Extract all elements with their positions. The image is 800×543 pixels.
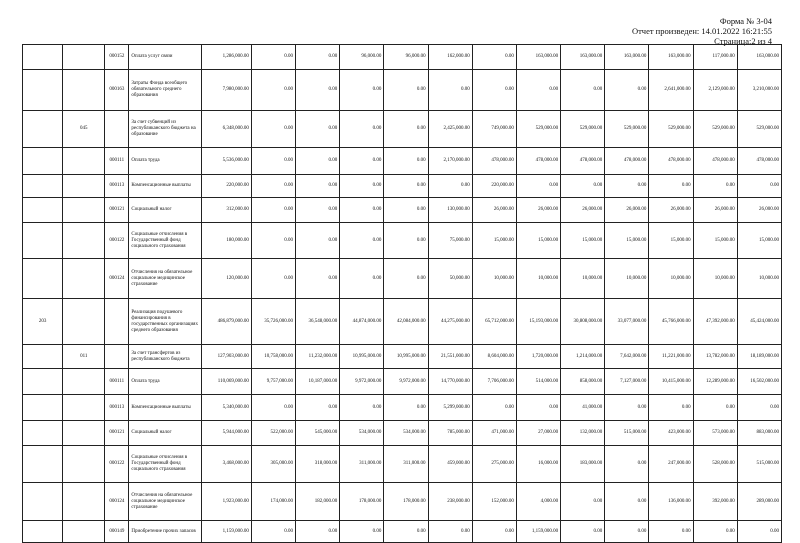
subprogram-code-cell: [63, 175, 105, 198]
table-row: [23, 521, 782, 543]
amount-cell: 130,000.00: [428, 198, 472, 223]
amount-cell: 13,782,000.00: [693, 345, 737, 369]
amount-cell: 26,000.00: [693, 198, 737, 223]
amount-cell: 0.00: [472, 70, 516, 111]
amount-cell: 0.00: [340, 111, 384, 148]
amount-cell: 15,000.00: [693, 223, 737, 259]
amount-cell: 0.00: [384, 223, 428, 259]
amount-cell: 1,286,000.00: [201, 45, 251, 70]
amount-cell: 15,000.00: [472, 223, 516, 259]
amount-cell: 0.00: [340, 198, 384, 223]
amount-cell: 1,720,000.00: [516, 345, 560, 369]
table-row: [23, 45, 782, 70]
program-code-cell: [23, 395, 63, 421]
amount-cell: 96,000.00: [384, 45, 428, 70]
amount-cell: 423,000.00: [649, 421, 693, 446]
amount-cell: 0.00: [251, 111, 295, 148]
amount-cell: 7,642,000.00: [605, 345, 649, 369]
amount-cell: 0.00: [340, 259, 384, 299]
amount-cell: 0.00: [516, 70, 560, 111]
subprogram-code-cell: [63, 483, 105, 521]
amount-cell: 0.00: [737, 395, 781, 421]
amount-cell: 459,000.00: [428, 446, 472, 483]
amount-cell: 1,214,000.00: [561, 345, 605, 369]
program-code-cell: [23, 345, 63, 369]
amount-cell: 0.00: [251, 175, 295, 198]
program-code-cell: [23, 521, 63, 543]
table-row: [23, 111, 782, 148]
program-code-cell: 203: [23, 299, 63, 345]
specifics-code-cell: 000122: [105, 223, 129, 259]
specifics-code-cell: 000111: [105, 148, 129, 175]
amount-cell: 0.00: [516, 395, 560, 421]
amount-cell: 522,000.00: [251, 421, 295, 446]
amount-cell: 183,000.00: [561, 446, 605, 483]
amount-cell: 0.00: [384, 111, 428, 148]
budget-table: [22, 44, 782, 543]
amount-cell: 10,415,000.00: [649, 369, 693, 395]
amount-cell: 0.00: [472, 521, 516, 543]
amount-cell: 0.00: [605, 395, 649, 421]
item-name-cell: Оплата труда: [129, 148, 201, 175]
item-name-cell: Оплата услуг связи: [129, 45, 201, 70]
specifics-code-cell: 000149: [105, 521, 129, 543]
amount-cell: 7,127,000.00: [605, 369, 649, 395]
table-row: [23, 148, 782, 175]
report-produced: Отчет произведен: 14.01.2022 16:21:55: [631, 26, 772, 36]
amount-cell: 10,000.00: [561, 259, 605, 299]
amount-cell: 478,000.00: [693, 148, 737, 175]
amount-cell: 163,000.00: [605, 45, 649, 70]
table-row: [23, 421, 782, 446]
item-name-cell: Отчисления на обязательное социальное медицинское страхование: [129, 483, 201, 521]
amount-cell: 2,425,000.00: [428, 111, 472, 148]
amount-cell: 0.00: [693, 395, 737, 421]
subprogram-code-cell: [63, 395, 105, 421]
page-number: Страница:2 из 4: [714, 36, 772, 46]
amount-cell: 163,000.00: [737, 45, 781, 70]
specifics-code-cell: 000122: [105, 446, 129, 483]
program-code-cell: [23, 421, 63, 446]
amount-cell: 18,189,000.00: [737, 345, 781, 369]
table-row: [23, 483, 782, 521]
item-name-cell: За счет трансфертов из республиканского бюджета: [129, 345, 201, 369]
table-row: [23, 345, 782, 369]
amount-cell: 33,077,000.00: [605, 299, 649, 345]
amount-cell: 0.00: [296, 198, 340, 223]
amount-cell: 0.00: [693, 175, 737, 198]
amount-cell: 30,808,000.00: [561, 299, 605, 345]
amount-cell: 120,000.00: [201, 259, 251, 299]
amount-cell: 26,000.00: [605, 198, 649, 223]
amount-cell: 180,000.00: [201, 223, 251, 259]
amount-cell: 478,000.00: [737, 148, 781, 175]
subprogram-code-cell: [63, 259, 105, 299]
amount-cell: 883,000.00: [737, 421, 781, 446]
amount-cell: 0.00: [340, 395, 384, 421]
amount-cell: 45,766,000.00: [649, 299, 693, 345]
program-code-cell: [23, 175, 63, 198]
amount-cell: 10,000.00: [516, 259, 560, 299]
amount-cell: 182,000.00: [296, 483, 340, 521]
amount-cell: 15,000.00: [737, 223, 781, 259]
item-name-cell: Компенсационные выплаты: [129, 175, 201, 198]
amount-cell: 6,348,000.00: [201, 111, 251, 148]
amount-cell: 0.00: [737, 521, 781, 543]
amount-cell: 0.00: [251, 223, 295, 259]
amount-cell: 478,000.00: [605, 148, 649, 175]
amount-cell: 9,972,000.00: [384, 369, 428, 395]
table-row: [23, 70, 782, 111]
amount-cell: 5,340,000.00: [201, 395, 251, 421]
amount-cell: 529,000.00: [737, 111, 781, 148]
specifics-code-cell: 000121: [105, 421, 129, 446]
amount-cell: 0.00: [561, 521, 605, 543]
amount-cell: 65,712,000.00: [472, 299, 516, 345]
amount-cell: 0.00: [340, 70, 384, 111]
amount-cell: 238,000.00: [428, 483, 472, 521]
amount-cell: 35,726,000.00: [251, 299, 295, 345]
specifics-code-cell: 000124: [105, 259, 129, 299]
amount-cell: 0.00: [737, 175, 781, 198]
amount-cell: 96,000.00: [340, 45, 384, 70]
amount-cell: 0.00: [340, 521, 384, 543]
table-row: [23, 299, 782, 345]
program-code-cell: [23, 45, 63, 70]
amount-cell: 10,000.00: [693, 259, 737, 299]
amount-cell: 0.00: [384, 198, 428, 223]
item-name-cell: Затраты Фонда всеобщего обязательного среднего образования: [129, 70, 201, 111]
amount-cell: 163,000.00: [516, 45, 560, 70]
amount-cell: 0.00: [384, 175, 428, 198]
amount-cell: 0.00: [516, 175, 560, 198]
amount-cell: 0.00: [251, 259, 295, 299]
amount-cell: 162,000.00: [428, 45, 472, 70]
amount-cell: 163,000.00: [561, 45, 605, 70]
subprogram-code-cell: [63, 299, 105, 345]
amount-cell: 0.00: [296, 175, 340, 198]
specifics-code-cell: 000152: [105, 45, 129, 70]
amount-cell: 0.00: [251, 521, 295, 543]
program-code-cell: [23, 483, 63, 521]
amount-cell: 45,424,000.00: [737, 299, 781, 345]
amount-cell: 10,000.00: [737, 259, 781, 299]
amount-cell: 5,536,000.00: [201, 148, 251, 175]
amount-cell: 478,000.00: [516, 148, 560, 175]
program-code-cell: [23, 148, 63, 175]
amount-cell: 0.00: [693, 521, 737, 543]
table-row: [23, 446, 782, 483]
amount-cell: 0.00: [472, 45, 516, 70]
subprogram-code-cell: [63, 446, 105, 483]
amount-cell: 15,193,000.00: [516, 299, 560, 345]
subprogram-code-cell: [63, 198, 105, 223]
amount-cell: 0.00: [561, 70, 605, 111]
amount-cell: 0.00: [296, 70, 340, 111]
amount-cell: 152,000.00: [472, 483, 516, 521]
subprogram-code-cell: [63, 45, 105, 70]
program-code-cell: [23, 369, 63, 395]
amount-cell: 174,000.00: [251, 483, 295, 521]
subprogram-code-cell: [63, 148, 105, 175]
item-name-cell: За счет субвенций из республиканского бюджета на образование: [129, 111, 201, 148]
amount-cell: 275,000.00: [472, 446, 516, 483]
amount-cell: 529,000.00: [561, 111, 605, 148]
amount-cell: 0.00: [605, 175, 649, 198]
specifics-code-cell: 000113: [105, 395, 129, 421]
amount-cell: 0.00: [251, 198, 295, 223]
amount-cell: 534,000.00: [340, 421, 384, 446]
amount-cell: 9,757,000.00: [251, 369, 295, 395]
specifics-code-cell: [105, 111, 129, 148]
amount-cell: 9,972,000.00: [340, 369, 384, 395]
amount-cell: 8,604,000.00: [472, 345, 516, 369]
amount-cell: 289,000.00: [737, 483, 781, 521]
amount-cell: 0.00: [605, 521, 649, 543]
amount-cell: 0.00: [605, 70, 649, 111]
specifics-code-cell: 000111: [105, 369, 129, 395]
amount-cell: 11,221,000.00: [649, 345, 693, 369]
amount-cell: 0.00: [296, 259, 340, 299]
amount-cell: 0.00: [340, 175, 384, 198]
amount-cell: 11,232,000.00: [296, 345, 340, 369]
amount-cell: 44,874,000.00: [340, 299, 384, 345]
amount-cell: 178,000.00: [340, 483, 384, 521]
amount-cell: 305,000.00: [251, 446, 295, 483]
amount-cell: 312,000.00: [201, 198, 251, 223]
amount-cell: 26,000.00: [561, 198, 605, 223]
program-code-cell: [23, 446, 63, 483]
amount-cell: 858,000.00: [561, 369, 605, 395]
amount-cell: 27,000.00: [516, 421, 560, 446]
amount-cell: 10,758,000.00: [251, 345, 295, 369]
amount-cell: 0.00: [296, 148, 340, 175]
program-code-cell: [23, 70, 63, 111]
program-code-cell: [23, 259, 63, 299]
amount-cell: 247,000.00: [649, 446, 693, 483]
amount-cell: 3,468,000.00: [201, 446, 251, 483]
amount-cell: 220,000.00: [201, 175, 251, 198]
amount-cell: 529,000.00: [693, 111, 737, 148]
amount-cell: 47,392,000.00: [693, 299, 737, 345]
amount-cell: 2,129,000.00: [693, 70, 737, 111]
item-name-cell: Социальные отчисления в Государственный фонд социального страхования: [129, 223, 201, 259]
amount-cell: 785,000.00: [428, 421, 472, 446]
amount-cell: 311,000.00: [384, 446, 428, 483]
amount-cell: 0.00: [428, 521, 472, 543]
subprogram-code-cell: [63, 70, 105, 111]
amount-cell: 515,000.00: [605, 421, 649, 446]
amount-cell: 50,000.00: [428, 259, 472, 299]
amount-cell: 0.00: [340, 223, 384, 259]
amount-cell: 110,069,000.00: [201, 369, 251, 395]
table-row: [23, 175, 782, 198]
amount-cell: 5,299,000.00: [428, 395, 472, 421]
amount-cell: 0.00: [561, 175, 605, 198]
item-name-cell: Социальный налог: [129, 198, 201, 223]
amount-cell: 5,944,000.00: [201, 421, 251, 446]
amount-cell: 10,995,000.00: [340, 345, 384, 369]
specifics-code-cell: 000124: [105, 483, 129, 521]
item-name-cell: Оплата труда: [129, 369, 201, 395]
amount-cell: 0.00: [296, 521, 340, 543]
amount-cell: 26,000.00: [516, 198, 560, 223]
amount-cell: 318,000.00: [296, 446, 340, 483]
amount-cell: 1,923,000.00: [201, 483, 251, 521]
amount-cell: 514,000.00: [516, 369, 560, 395]
amount-cell: 0.00: [428, 175, 472, 198]
amount-cell: 0.00: [605, 483, 649, 521]
amount-cell: 0.00: [296, 111, 340, 148]
amount-cell: 311,000.00: [340, 446, 384, 483]
amount-cell: 42,084,000.00: [384, 299, 428, 345]
amount-cell: 7,706,000.00: [472, 369, 516, 395]
amount-cell: 12,289,000.00: [693, 369, 737, 395]
report-header: [632, 16, 772, 46]
amount-cell: 10,000.00: [472, 259, 516, 299]
amount-cell: 1,159,000.00: [516, 521, 560, 543]
amount-cell: 1,159,000.00: [201, 521, 251, 543]
specifics-code-cell: 000121: [105, 198, 129, 223]
amount-cell: 0.00: [428, 70, 472, 111]
subprogram-code-cell: [63, 223, 105, 259]
item-name-cell: Компенсационные выплаты: [129, 395, 201, 421]
amount-cell: 2,170,000.00: [428, 148, 472, 175]
table-row: [23, 223, 782, 259]
amount-cell: 15,000.00: [561, 223, 605, 259]
amount-cell: 0.00: [384, 521, 428, 543]
amount-cell: 163,000.00: [649, 45, 693, 70]
table-row: [23, 198, 782, 223]
amount-cell: 478,000.00: [472, 148, 516, 175]
amount-cell: 0.00: [384, 395, 428, 421]
item-name-cell: Приобретение прочих запасов: [129, 521, 201, 543]
subprogram-code-cell: [63, 421, 105, 446]
amount-cell: 2,641,000.00: [649, 70, 693, 111]
specifics-code-cell: 000163: [105, 70, 129, 111]
amount-cell: 220,000.00: [472, 175, 516, 198]
amount-cell: 178,000.00: [384, 483, 428, 521]
amount-cell: 0.00: [251, 148, 295, 175]
amount-cell: 36,548,000.00: [296, 299, 340, 345]
amount-cell: 26,000.00: [737, 198, 781, 223]
amount-cell: 0.00: [384, 148, 428, 175]
amount-cell: 136,000.00: [649, 483, 693, 521]
amount-cell: 0.00: [649, 521, 693, 543]
amount-cell: 15,000.00: [516, 223, 560, 259]
amount-cell: 392,000.00: [693, 483, 737, 521]
amount-cell: 0.00: [649, 395, 693, 421]
amount-cell: 132,000.00: [561, 421, 605, 446]
subprogram-code-cell: 011: [63, 345, 105, 369]
amount-cell: 528,000.00: [693, 446, 737, 483]
amount-cell: 0.00: [649, 175, 693, 198]
amount-cell: 14,770,000.00: [428, 369, 472, 395]
amount-cell: 10,000.00: [605, 259, 649, 299]
amount-cell: 478,000.00: [561, 148, 605, 175]
amount-cell: 0.00: [251, 70, 295, 111]
amount-cell: 0.00: [561, 483, 605, 521]
amount-cell: 10,000.00: [649, 259, 693, 299]
form-number: Форма № 3-04: [719, 16, 772, 26]
amount-cell: 0.00: [384, 259, 428, 299]
amount-cell: 16,502,000.00: [737, 369, 781, 395]
amount-cell: 515,000.00: [737, 446, 781, 483]
amount-cell: 41,000.00: [561, 395, 605, 421]
amount-cell: 573,000.00: [693, 421, 737, 446]
amount-cell: 529,000.00: [516, 111, 560, 148]
amount-cell: 26,000.00: [472, 198, 516, 223]
amount-cell: 15,000.00: [649, 223, 693, 259]
program-code-cell: [23, 223, 63, 259]
amount-cell: 0.00: [605, 446, 649, 483]
amount-cell: 4,000.00: [516, 483, 560, 521]
amount-cell: 0.00: [296, 223, 340, 259]
amount-cell: 0.00: [384, 70, 428, 111]
amount-cell: 21,551,000.00: [428, 345, 472, 369]
item-name-cell: Социальный налог: [129, 421, 201, 446]
amount-cell: 0.00: [296, 395, 340, 421]
amount-cell: 0.00: [251, 45, 295, 70]
amount-cell: 127,903,000.00: [201, 345, 251, 369]
amount-cell: 10,187,000.00: [296, 369, 340, 395]
item-name-cell: Социальные отчисления в Государственный фонд социального страхования: [129, 446, 201, 483]
amount-cell: 7,980,000.00: [201, 70, 251, 111]
amount-cell: 529,000.00: [605, 111, 649, 148]
table-row: [23, 369, 782, 395]
table-row: [23, 395, 782, 421]
amount-cell: 0.00: [472, 395, 516, 421]
specifics-code-cell: [105, 299, 129, 345]
amount-cell: 3,210,000.00: [737, 70, 781, 111]
table-row: [23, 259, 782, 299]
amount-cell: 478,000.00: [649, 148, 693, 175]
item-name-cell: Отчисления на обязательное социальное медицинское страхование: [129, 259, 201, 299]
specifics-code-cell: [105, 345, 129, 369]
amount-cell: 486,879,000.00: [201, 299, 251, 345]
amount-cell: 26,000.00: [649, 198, 693, 223]
amount-cell: 471,000.00: [472, 421, 516, 446]
subprogram-code-cell: 045: [63, 111, 105, 148]
program-code-cell: [23, 111, 63, 148]
amount-cell: 0.00: [296, 45, 340, 70]
amount-cell: 16,000.00: [516, 446, 560, 483]
amount-cell: 0.00: [251, 395, 295, 421]
amount-cell: 749,000.00: [472, 111, 516, 148]
amount-cell: 75,000.00: [428, 223, 472, 259]
amount-cell: 15,000.00: [605, 223, 649, 259]
subprogram-code-cell: [63, 369, 105, 395]
amount-cell: 117,000.00: [693, 45, 737, 70]
amount-cell: 0.00: [340, 148, 384, 175]
amount-cell: 534,000.00: [384, 421, 428, 446]
program-code-cell: [23, 198, 63, 223]
item-name-cell: Реализация подушевого финансирования в государственных организациях среднего образования: [129, 299, 201, 345]
subprogram-code-cell: [63, 521, 105, 543]
specifics-code-cell: 000113: [105, 175, 129, 198]
amount-cell: 44,275,000.00: [428, 299, 472, 345]
amount-cell: 545,000.00: [296, 421, 340, 446]
amount-cell: 529,000.00: [649, 111, 693, 148]
amount-cell: 10,995,000.00: [384, 345, 428, 369]
